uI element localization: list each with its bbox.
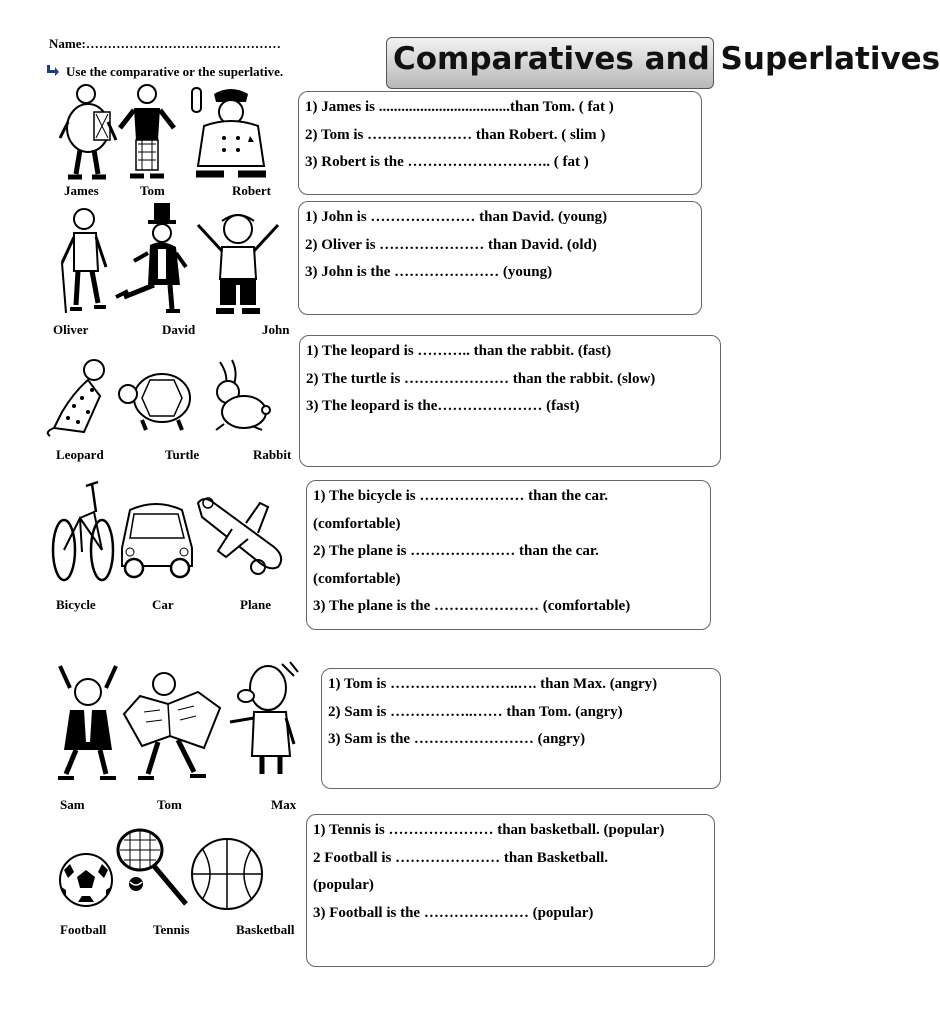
exercise-box-4	[306, 480, 711, 630]
exercise-3-line-2[interactable]: 2) The turtle is ………………… than the rabbit. (slow)	[306, 370, 656, 387]
label-bicycle: Bicycle	[56, 597, 96, 612]
instruction	[46, 64, 283, 80]
oliver-old-man-icon	[52, 205, 112, 317]
exercise-1-line-2[interactable]: 2) Tom is ………………… than Robert. ( slim )	[305, 126, 606, 143]
exercise-2-line-1[interactable]: 1) John is ………………… than David. (young)	[305, 209, 608, 225]
car-icon	[116, 496, 198, 582]
exercise-3-line-1[interactable]: 1) The leopard is ……….. than the rabbit. (fast)	[306, 343, 612, 359]
exercise-box-6	[306, 814, 715, 967]
david-gentleman-top-hat-icon	[114, 201, 190, 319]
exercise-6-line-2[interactable]: 2 Football is ………………… than Basketball.	[313, 849, 609, 866]
exercise-6-line-1[interactable]: 1) Tennis is ………………… than basketball. (popular)	[313, 822, 665, 838]
turtle-icon	[116, 368, 198, 432]
page-title: Comparatives and Superlatives	[393, 41, 940, 77]
bicycle-icon	[50, 478, 118, 584]
exercise-4-line-1[interactable]: 1) The bicycle is ………………… than the car.	[313, 488, 608, 504]
label-robert: Robert	[232, 183, 271, 198]
label-leopard: Leopard	[56, 447, 104, 462]
label-basketball: Basketball	[236, 922, 295, 937]
exercise-4-line-5[interactable]: 3) The plane is the ………………… (comfortable)	[313, 598, 631, 614]
plane-icon	[194, 491, 288, 583]
label-oliver: Oliver	[53, 322, 89, 337]
exercise-2-line-2[interactable]: 2) Oliver is ………………… than David. (old)	[305, 236, 597, 253]
title-box	[386, 37, 940, 89]
basketball-icon	[188, 836, 266, 912]
exercise-6-line-4[interactable]: 3) Football is the ………………… (popular)	[313, 904, 594, 921]
label-tennis: Tennis	[153, 922, 190, 937]
label-football: Football	[60, 922, 107, 937]
instruction-text: Use the comparative or the superlative.	[66, 64, 284, 79]
label-david: David	[162, 322, 196, 337]
exercise-5-line-3[interactable]: 3) Sam is the …………………… (angry)	[328, 731, 586, 747]
label-tom: Tom	[140, 183, 165, 198]
tom-thin-man-icon	[116, 82, 178, 182]
label-turtle: Turtle	[165, 447, 200, 462]
sam-angry-man-icon	[52, 662, 124, 784]
label-tom-2: Tom	[157, 797, 182, 812]
exercise-1-line-3[interactable]: 3) Robert is the ……………………….. ( fat )	[305, 154, 589, 170]
exercise-1-line-1[interactable]: 1) James is ...................................than Tom. ( fat )	[305, 99, 614, 115]
label-james: James	[64, 183, 99, 198]
label-sam: Sam	[60, 797, 85, 812]
robert-policeman-icon	[188, 86, 274, 182]
exercise-6-line-3[interactable]: (popular)	[313, 877, 374, 893]
label-car: Car	[152, 597, 174, 612]
exercise-4-line-2[interactable]: (comfortable)	[313, 515, 401, 532]
exercise-2-line-3[interactable]: 3) John is the ………………… (young)	[305, 264, 553, 280]
exercise-4-line-4[interactable]: (comfortable)	[313, 570, 401, 587]
label-plane: Plane	[240, 597, 272, 612]
exercise-box-3	[299, 335, 721, 467]
football-icon	[58, 852, 114, 908]
rabbit-icon	[202, 358, 272, 434]
arrow-bullet-icon	[46, 64, 60, 80]
tom-newspaper-man-icon	[120, 666, 224, 782]
john-boy-icon	[192, 211, 284, 315]
leopard-icon	[44, 356, 114, 436]
label-max: Max	[271, 797, 297, 812]
exercise-5-line-1[interactable]: 1) Tom is ……………………..…. than Max. (angry)	[328, 676, 658, 692]
exercise-3-line-3[interactable]: 3) The leopard is the………………… (fast)	[306, 398, 580, 414]
tennis-racket-icon	[114, 826, 190, 908]
exercise-box-5	[321, 668, 721, 789]
exercise-box-1	[298, 91, 702, 195]
label-rabbit: Rabbit	[253, 447, 292, 462]
label-john: John	[262, 322, 290, 337]
name-field-label: Name:………………………………………	[49, 36, 281, 51]
exercise-box-2	[298, 201, 702, 315]
exercise-5-line-2[interactable]: 2) Sam is ……………..…… than Tom. (angry)	[328, 703, 623, 720]
james-fat-man-icon	[60, 82, 118, 182]
exercise-4-line-3[interactable]: 2) The plane is ………………… than the car.	[313, 543, 599, 559]
max-angry-man-icon	[224, 660, 302, 780]
